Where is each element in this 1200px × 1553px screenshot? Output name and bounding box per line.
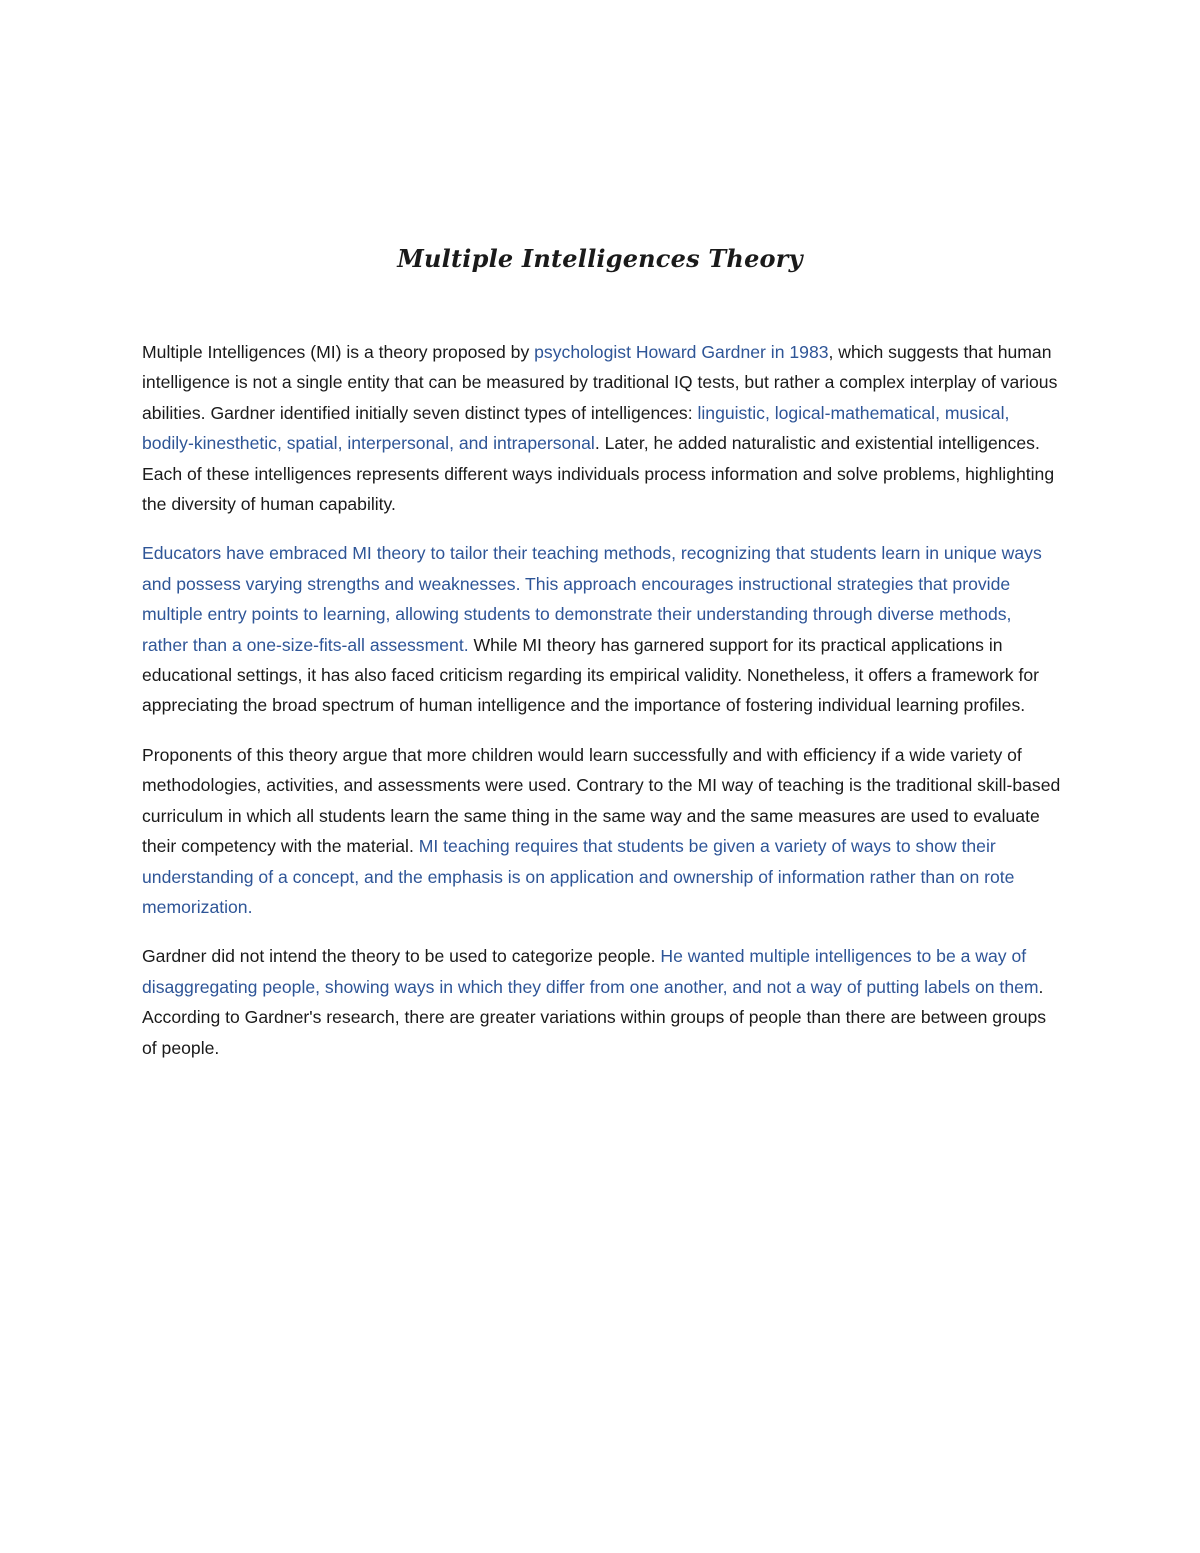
highlighted-text: He wanted multiple intelligences to be a way of disaggregating people, showing ways in which they differ from one another, and not a way of putting labels on them [142, 946, 1039, 997]
text-segment: Gardner did not intend the theory to be used to categorize people. [142, 946, 661, 967]
highlighted-text: MI teaching requires that students be given a variety of ways to show their understanding of a concept, and the emphasis is on application and ownership of information rather than on rote memorization. [142, 836, 1015, 917]
text-segment: , which suggests that human intelligence is not a single entity that can be measured by traditional IQ tests, but rather a complex interplay of various abilities. Gardner identified initially seven distinct types of intelligences: [142, 342, 1058, 423]
paragraph-proponents [142, 740, 1062, 922]
text-segment: Multiple Intelligences (MI) is a theory proposed by [142, 342, 535, 362]
paragraph-educators [142, 538, 1062, 720]
text-segment: . Later, he added naturalistic and existential intelligences. Each of these intelligences represents different ways individuals process information and solve problems, highlighting the diversity of human capability. [142, 433, 1055, 515]
highlighted-text: Educators have embraced MI theory to tailor their teaching methods, recognizing that students learn in unique ways and possess varying strengths and weaknesses. This approach encourages instructional strategies that provide multiple entry points to learning, allowing students to demonstrate their understanding through diverse methods, rather than a one-size-fits-all assessment. [142, 543, 1042, 655]
text-segment: Proponents of this theory argue that more children would learn successfully and with efficiency if a wide variety of methodologies, activities, and assessments were used. Contrary to the MI way of teaching is the traditional skill-based curriculum in which all students learn the same thing in the same way and the same measures are used to evaluate their competency with the material. [142, 744, 1061, 857]
text-segment: . According to Gardner's research, there are greater variations within groups of people than there are between groups of people. [142, 976, 1047, 1058]
paragraph-gardner-intent [142, 941, 1062, 1063]
document-body [142, 337, 1062, 1082]
highlighted-text: linguistic, logical-mathematical, musical, bodily-kinesthetic, spatial, interpersonal, and intrapersonal [142, 402, 1010, 454]
highlighted-text: psychologist Howard Gardner in 1983 [534, 342, 829, 362]
document-title: Multiple Intelligences Theory [397, 244, 803, 273]
text-segment: While MI theory has garnered support for its practical applications in educational settings, it has also faced criticism regarding its empirical validity. Nonetheless, it offers a framework for appreciating the broad spectrum of human intelligence and the importance of fostering individual learning profiles. [142, 634, 1040, 716]
paragraph-introduction [142, 337, 1062, 519]
